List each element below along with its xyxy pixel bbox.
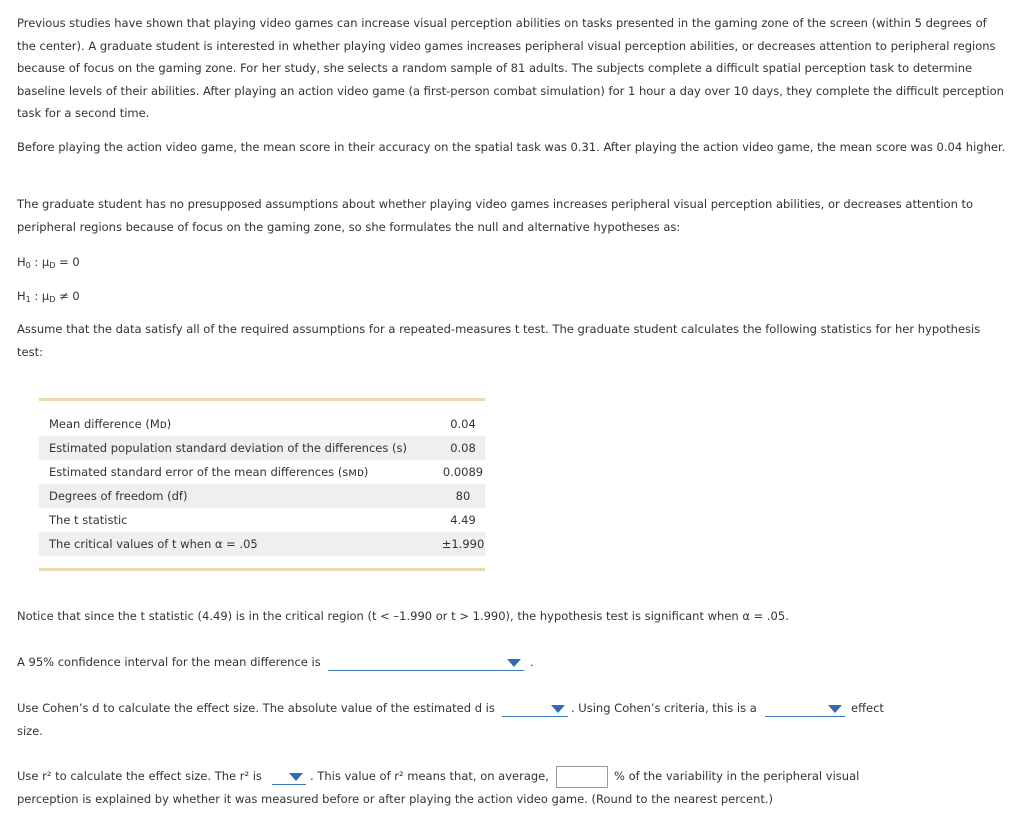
row-value: 0.08 <box>450 441 476 455</box>
percent-input[interactable] <box>556 766 608 788</box>
r2-prompt: Use r² to calculate the effect size. The r² is <box>17 769 262 783</box>
cohen-prompt: Use Cohen’s d to calculate the effect size. The absolute value of the estimated d is <box>17 701 495 715</box>
table-row <box>39 508 485 532</box>
row-value: 4.49 <box>450 513 476 527</box>
row-label: The critical values of t when α = .05 <box>49 537 258 551</box>
effect-word: effect <box>851 701 884 715</box>
intro-paragraph-4: Assume that the data satisfy all of the required assumptions for a repeated-measures t test. The graduate student calculates the following statistics for her hypothesis test: <box>17 322 981 359</box>
statistics-table <box>39 398 485 571</box>
chevron-down-icon <box>507 659 521 667</box>
cohen-d-dropdown[interactable] <box>502 700 568 717</box>
row-label: Estimated standard error of the mean differences (sᴍᴅ) <box>49 465 369 479</box>
row-label: Mean difference (Mᴅ) <box>49 417 172 431</box>
r2-meaning-text: . This value of r² means that, on average, <box>310 769 549 783</box>
row-label: Estimated population standard deviation of the differences (s) <box>49 441 407 455</box>
table-row <box>39 412 485 436</box>
ci-dropdown[interactable] <box>328 654 524 671</box>
table-row <box>39 436 485 460</box>
ci-prompt: A 95% confidence interval for the mean difference is <box>17 655 321 669</box>
intro-paragraph-3: The graduate student has no presupposed assumptions about whether playing video games increases peripheral visual perception abilities, or decreases attention to peripheral regions because of focus on the gaming zone, so she formulates the null and alternative hypotheses as: <box>17 197 974 234</box>
intro-paragraph-2: Before playing the action video game, the mean score in their accuracy on the spatial task was 0.31. After playing the action video game, the mean score was 0.04 higher. <box>17 140 1006 154</box>
h0-mu: : μ <box>30 255 50 269</box>
r2-explanation: perception is explained by whether it was measured before or after playing the action video game. (Round to the nearest percent.) <box>17 792 774 806</box>
table-row <box>39 484 485 508</box>
chevron-down-icon <box>289 773 303 781</box>
null-hypothesis <box>17 251 80 277</box>
h1-subscript: 1 <box>25 295 31 304</box>
r2-percent-text: % of the variability in the peripheral visual <box>614 769 860 783</box>
row-label: Degrees of freedom (df) <box>49 489 188 503</box>
cohen-criteria-text: . Using Cohen’s criteria, this is a <box>571 701 757 715</box>
h1-letter: H <box>17 289 26 303</box>
row-value: ±1.990 <box>441 537 485 551</box>
h1-value: ≠ 0 <box>55 289 80 303</box>
ci-period: . <box>530 655 534 669</box>
intro-paragraph-1: Previous studies have shown that playing video games can increase visual perception abilities on tasks presented in the gaming zone of the screen (within 5 degrees of the center). A graduate student is interested in whether playing video games increases peripheral visual perception abilities, or decreases attention to peripheral regions because of focus on the gaming zone. For her study, she selects a random sample of 81 adults. The subjects complete a difficult spatial perception task to determine baseline levels of their abilities. After playing an action video game (a first-person combat simulation) for 1 hour a day over 10 days, they complete the difficult perception task for a second time. <box>17 16 1004 120</box>
h0-value: = 0 <box>55 255 80 269</box>
table-row <box>39 460 485 484</box>
h0-mu-subscript: D <box>49 261 56 270</box>
h1-mu-subscript: D <box>49 295 56 304</box>
table-row <box>39 532 485 556</box>
chevron-down-icon <box>551 705 565 713</box>
row-label: The t statistic <box>49 513 128 527</box>
significance-notice: Notice that since the t statistic (4.49) is in the critical region (t < –1.990 or t > 1.990), the hypothesis test is significant when α = .05. <box>17 609 789 623</box>
chevron-down-icon <box>828 705 842 713</box>
h1-mu: : μ <box>30 289 50 303</box>
row-value: 0.04 <box>450 417 476 431</box>
alternative-hypothesis <box>17 285 80 311</box>
r2-dropdown[interactable] <box>272 768 306 785</box>
size-word: size. <box>17 724 43 738</box>
effect-size-dropdown[interactable] <box>765 700 845 717</box>
h0-subscript: 0 <box>25 261 31 270</box>
row-value: 80 <box>455 489 471 503</box>
row-value: 0.0089 <box>442 465 484 479</box>
h0-letter: H <box>17 255 26 269</box>
